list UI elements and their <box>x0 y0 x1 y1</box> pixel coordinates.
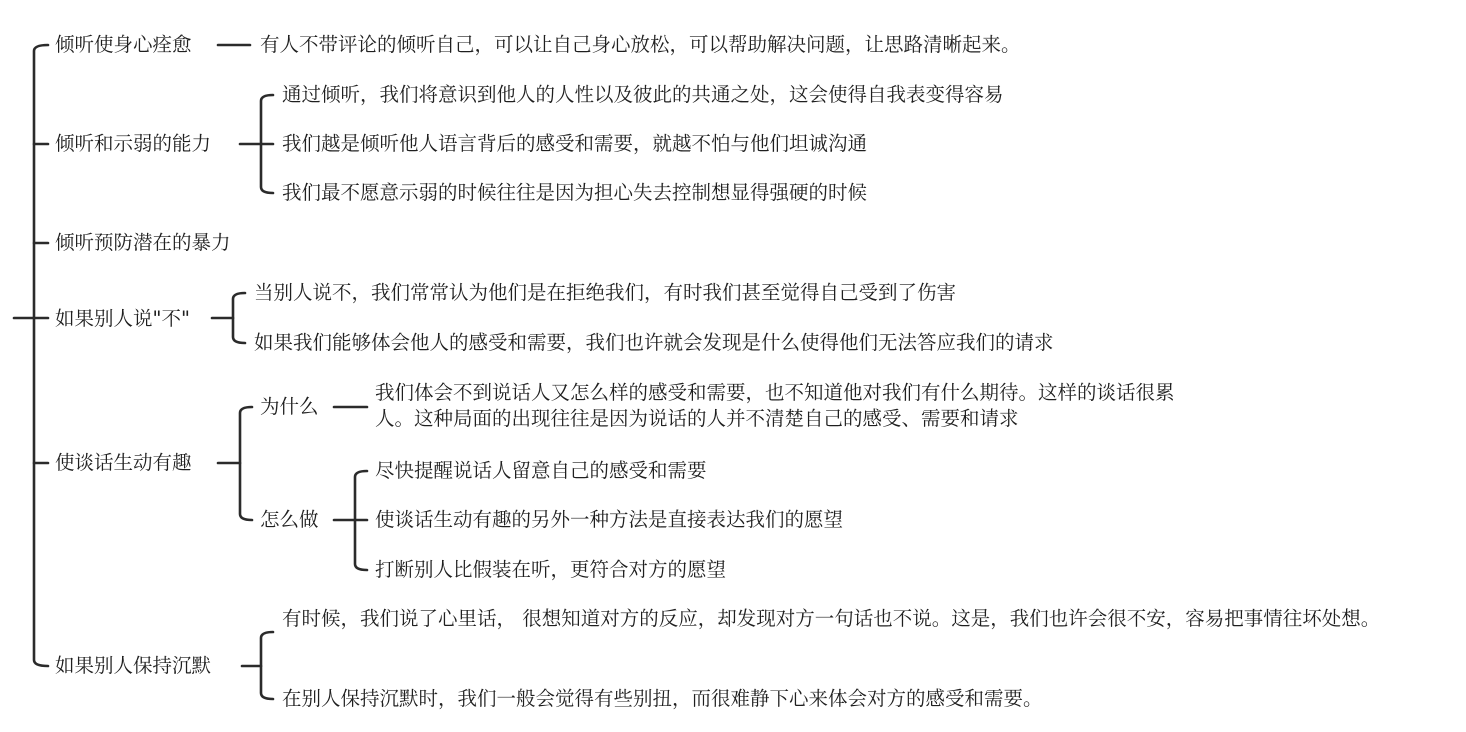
leaf-say-no-2[interactable]: 如果我们能够体会他人的感受和需要，我们也许就会发现是什么使得他们无法答应我们的请求 <box>254 331 1054 354</box>
branch-when-others-say-no[interactable]: 如果别人说"不" <box>55 307 190 330</box>
branch-listening-heals[interactable]: 倾听使身心痊愈 <box>55 33 192 56</box>
leaf-say-no-1[interactable]: 当别人说不，我们常常认为他们是在拒绝我们，有时我们甚至觉得自己受到了伤害 <box>254 281 957 304</box>
leaf-vulnerability-2[interactable]: 我们越是倾听他人语言背后的感受和需要，就越不怕与他们坦诚沟通 <box>282 132 868 155</box>
leaf-silent-2[interactable]: 在别人保持沉默时，我们一般会觉得有些别扭，而很难静下心来体会对方的感受和需要。 <box>282 687 1043 710</box>
leaf-vulnerability-3[interactable]: 我们最不愿意示弱的时候往往是因为担心失去控制想显得强硬的时候 <box>282 181 868 204</box>
leaf-why-1[interactable]: 我们体会不到说话人又怎么样的感受和需要，也不知道他对我们有什么期待。这样的谈话很累人。这种局面的出现往往是因为说话的人并不清楚自己的感受、需要和请求 <box>375 381 1175 430</box>
leaf-how-2[interactable]: 使谈话生动有趣的另外一种方法是直接表达我们的愿望 <box>375 508 844 531</box>
connector-line-11 <box>233 293 245 343</box>
branch-when-others-silent[interactable]: 如果别人保持沉默 <box>55 654 212 677</box>
leaf-silent-1[interactable]: 有时候，我们说了心里话， 很想知道对方的反应，却发现对方一句话也不说。这是，我们也许会很不安，容易把事情往坏处想。 <box>282 607 1381 630</box>
branch-lively-conversation[interactable]: 使谈话生动有趣 <box>55 451 192 474</box>
branch-listening-vulnerability[interactable]: 倾听和示弱的能力 <box>55 132 212 155</box>
connector-line-1 <box>34 45 48 666</box>
branch-listening-prevents-violence[interactable]: 倾听预防潜在的暴力 <box>55 231 231 254</box>
leaf-vulnerability-1[interactable]: 通过倾听，我们将意识到他人的人性以及彼此的共通之处，这会使得自我表变得容易 <box>282 83 1004 106</box>
connector-line-13 <box>240 407 252 520</box>
connector-line-19 <box>261 632 273 699</box>
subbranch-why[interactable]: 为什么 <box>260 395 319 418</box>
leaf-how-1[interactable]: 尽快提醒说话人留意自己的感受和需要 <box>375 459 707 482</box>
subbranch-how[interactable]: 怎么做 <box>260 508 319 531</box>
leaf-how-3[interactable]: 打断别人比假装在听，更符合对方的愿望 <box>375 558 727 581</box>
leaf-listening-heals-1[interactable]: 有人不带评论的倾听自己，可以让自己身心放松，可以帮助解决问题，让思路清晰起来。 <box>260 33 1021 56</box>
